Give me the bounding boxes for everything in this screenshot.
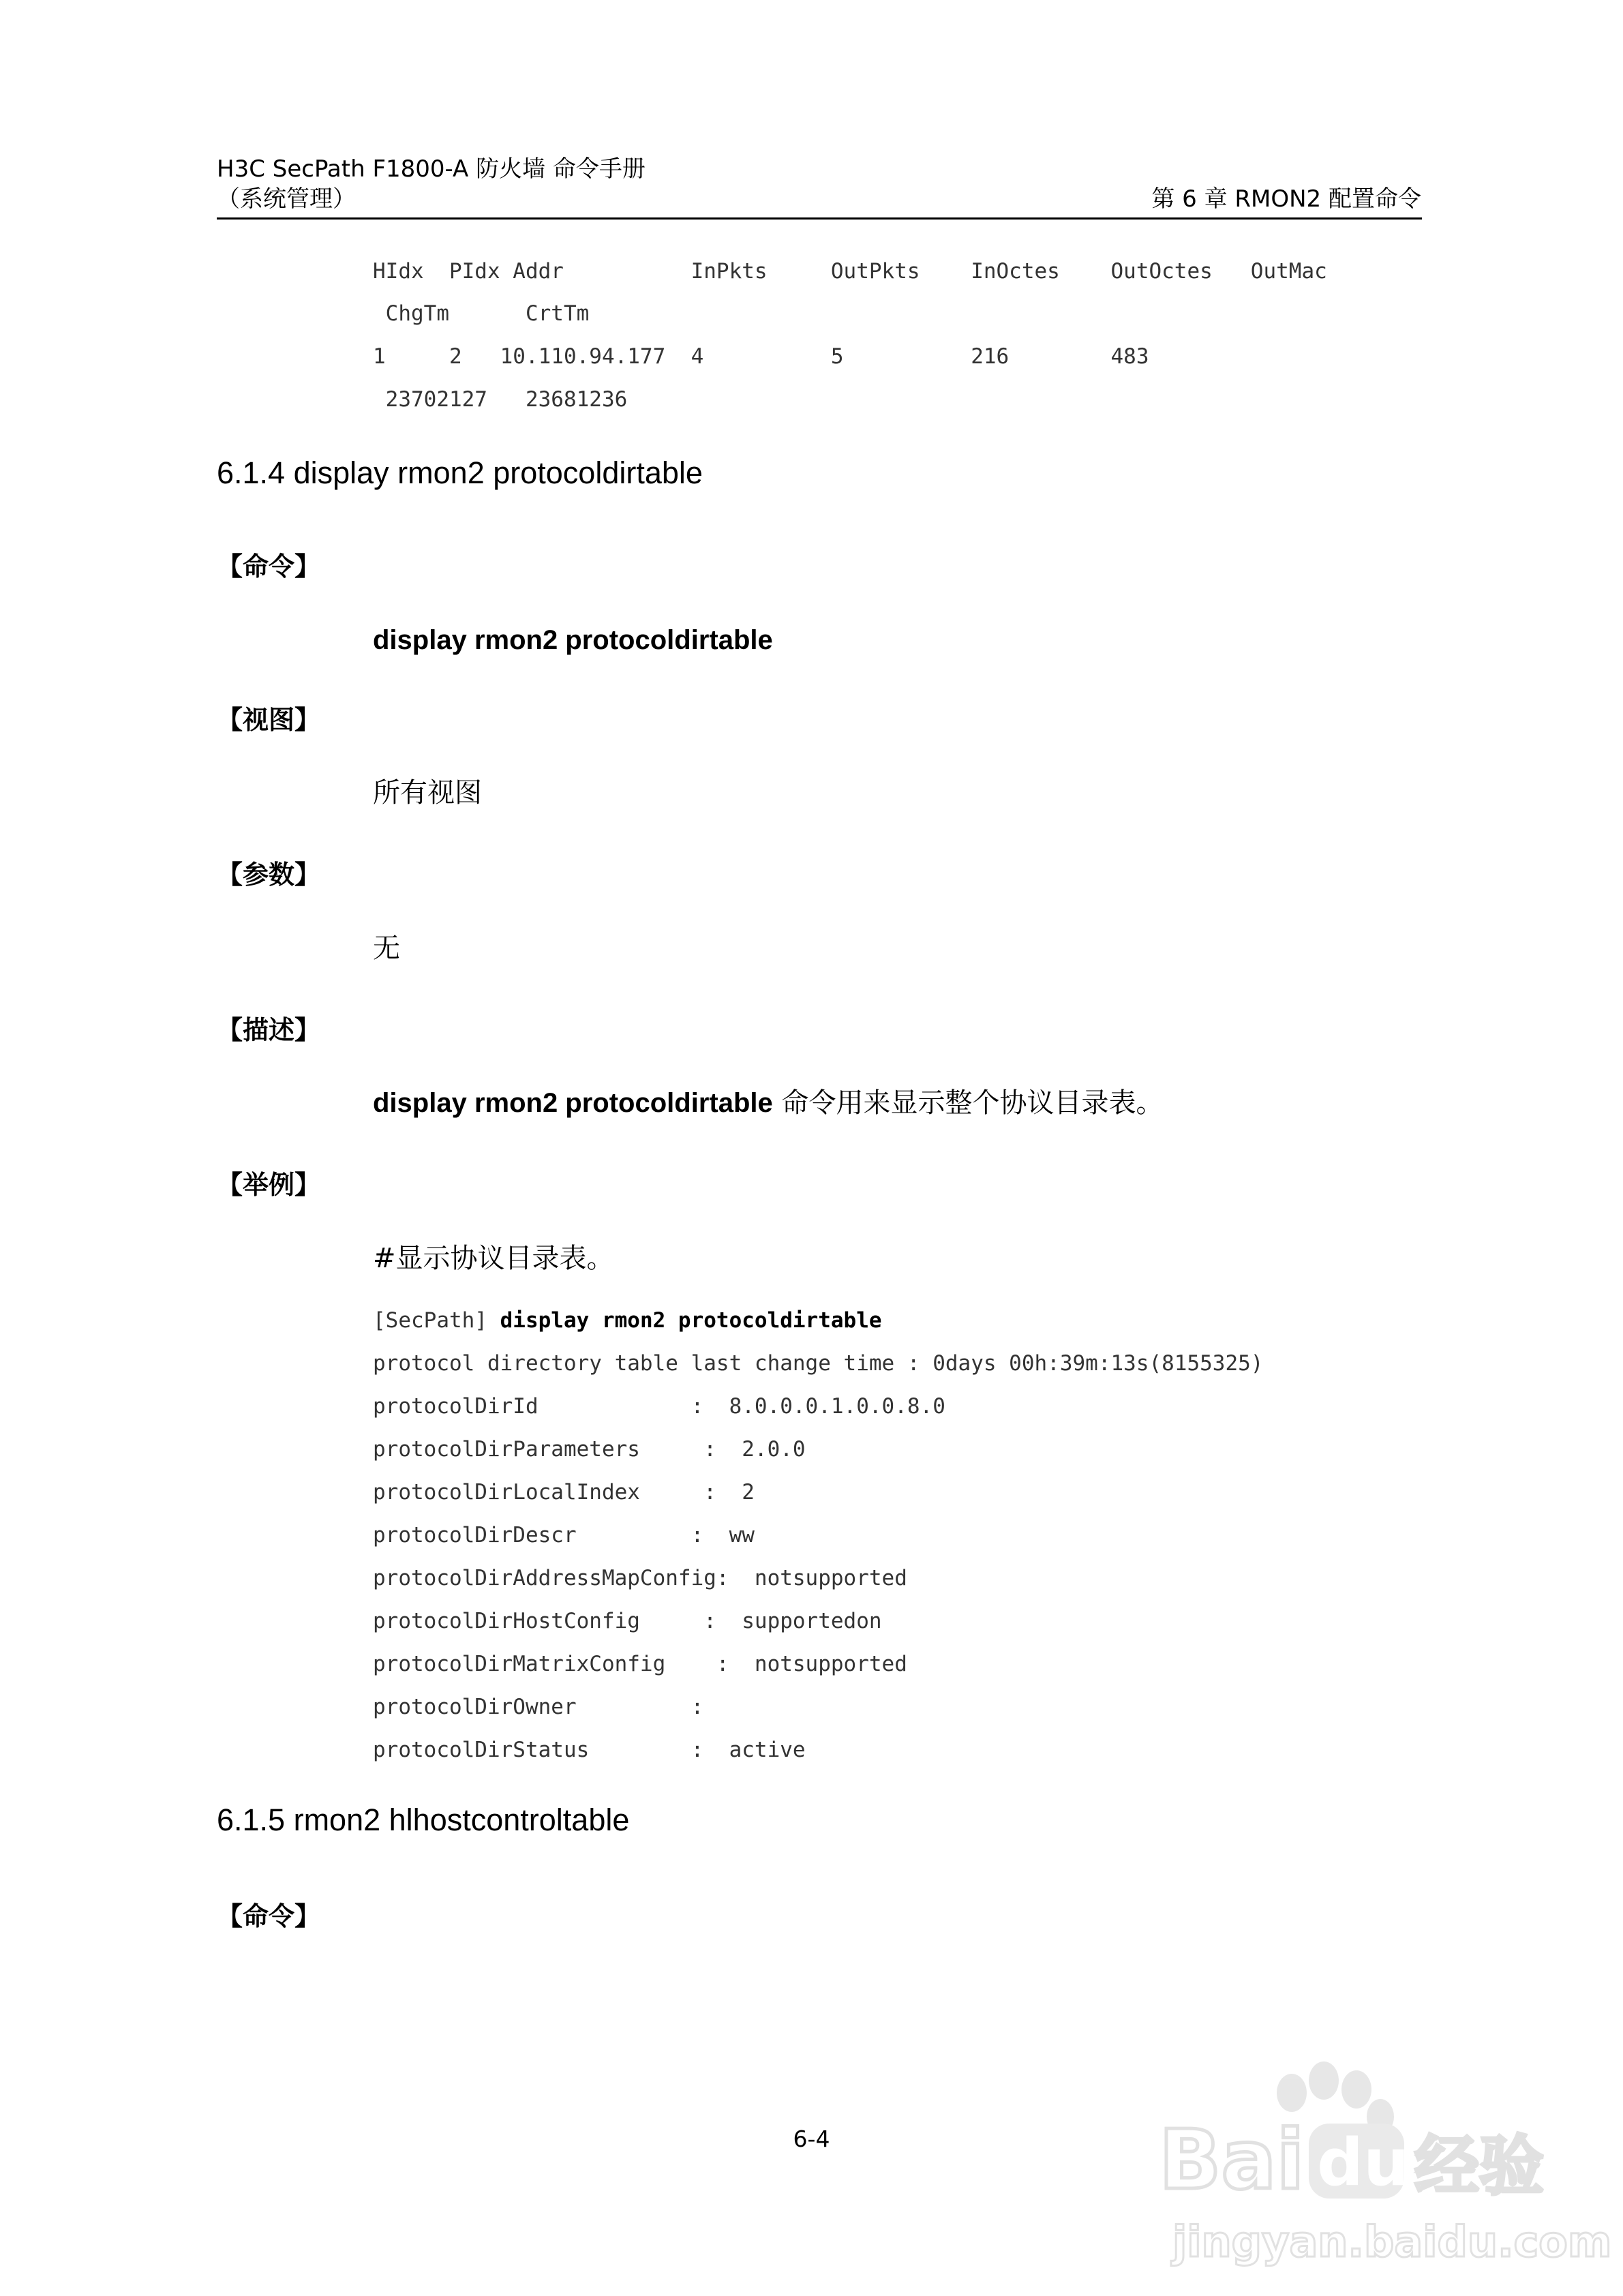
description-text (373, 1085, 1163, 1121)
svg-text:du: du (1317, 2126, 1410, 2201)
prompt: [SecPath] (373, 1308, 500, 1333)
svg-text:经验: 经验 (1414, 2129, 1545, 2204)
description-body: 命令用来显示整个协议目录表。 (772, 1087, 1164, 1119)
section-title: 6.1.5 rmon2 hlhostcontroltable (217, 1802, 630, 1837)
tag-example: 【举例】 (217, 1170, 321, 1200)
example-prompt-line (373, 1307, 882, 1334)
header-rule (217, 217, 1422, 220)
header-product: H3C SecPath F1800-A 防火墙 命令手册 (217, 155, 646, 183)
code-line: HIdx PIdx Addr InPkts OutPkts InOctes OutOctes OutMac (373, 259, 1327, 284)
output-line: protocolDirLocalIndex : 2 (373, 1480, 755, 1505)
tag-command: 【命令】 (217, 1901, 321, 1931)
view-text: 所有视图 (373, 777, 482, 809)
tag-view: 【视图】 (217, 705, 321, 735)
params-text: 无 (373, 933, 400, 964)
example-intro: #显示协议目录表。 (373, 1243, 614, 1274)
tag-command: 【命令】 (217, 552, 321, 581)
page-number: 6-4 (793, 2126, 830, 2152)
svg-text:Bai: Bai (1159, 2113, 1305, 2208)
output-line: protocolDirAddressMapConfig: notsupported (373, 1566, 907, 1590)
tag-params: 【参数】 (217, 860, 321, 890)
code-line: 1 2 10.110.94.177 4 5 216 483 (373, 344, 1149, 369)
header-volume: （系统管理） (217, 185, 356, 213)
code-line: ChgTm CrtTm (373, 301, 590, 326)
tag-description: 【描述】 (217, 1015, 321, 1045)
output-line: protocolDirStatus : active (373, 1738, 806, 1762)
section-title: 6.1.4 display rmon2 protocoldirtable (217, 455, 703, 490)
command-syntax: display rmon2 protocoldirtable (373, 625, 773, 655)
output-line: protocolDirParameters : 2.0.0 (373, 1437, 806, 1462)
output-line: protocolDirHostConfig : supportedon (373, 1609, 882, 1633)
svg-text:jingyan.baidu.com: jingyan.baidu.com (1172, 2217, 1612, 2267)
output-line: protocolDirOwner : (373, 1695, 704, 1719)
code-line: 23702127 23681236 (373, 387, 628, 412)
output-line: protocolDirId : 8.0.0.0.1.0.0.8.0 (373, 1394, 945, 1419)
output-line: protocolDirMatrixConfig : notsupported (373, 1652, 907, 1676)
baidu-watermark-logo (1145, 2052, 1612, 2270)
description-command: display rmon2 protocoldirtable (373, 1088, 773, 1118)
prompt-command: display rmon2 protocoldirtable (500, 1308, 882, 1333)
output-line: protocol directory table last change time : 0days 00h:39m:13s(8155325) (373, 1351, 1264, 1376)
output-line: protocolDirDescr : ww (373, 1523, 755, 1547)
header-chapter: 第 6 章 RMON2 配置命令 (1151, 185, 1421, 213)
